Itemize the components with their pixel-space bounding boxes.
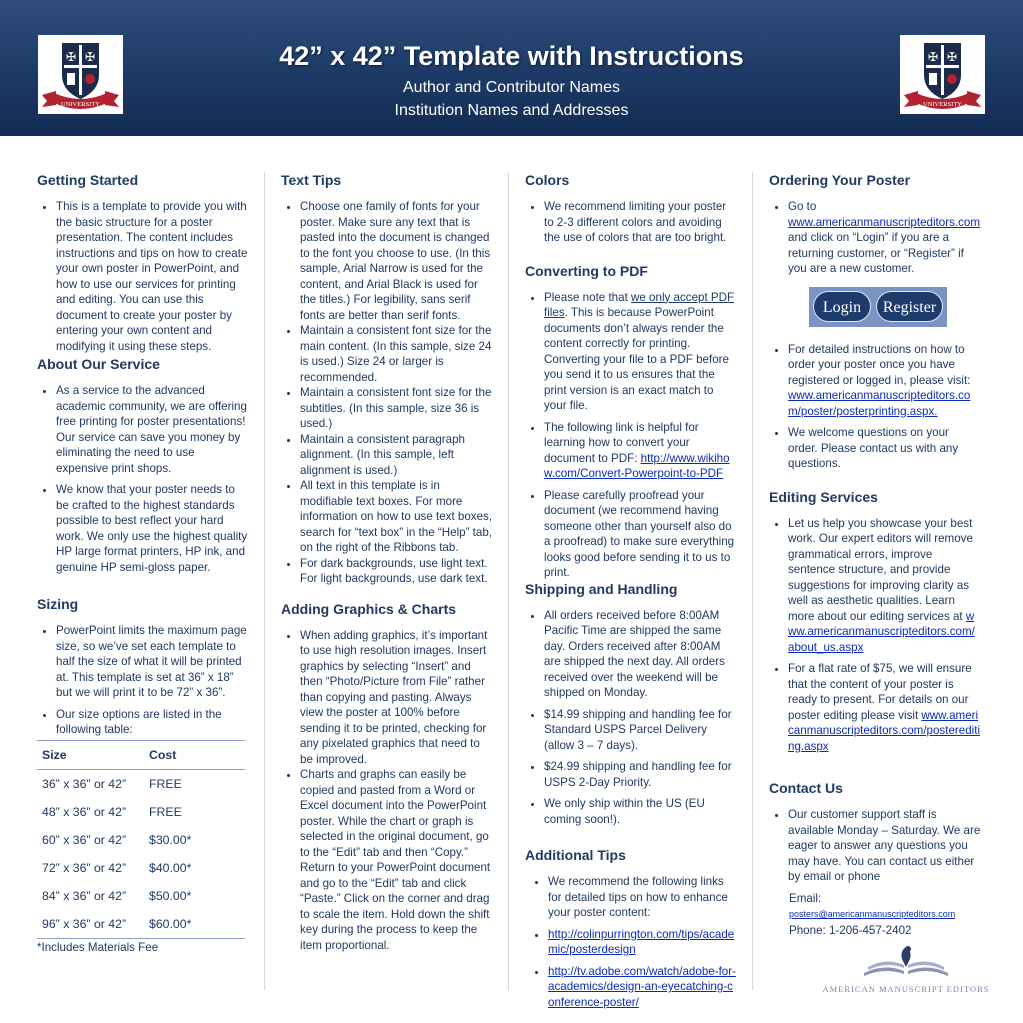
heading-graphics-charts: Adding Graphics & Charts: [281, 600, 457, 617]
editing-list: [769, 516, 981, 755]
text: The following link is helpful for learning how to convert your document to PDF:: [544, 420, 699, 465]
ordering-list-2: [769, 342, 981, 472]
list-item: • Please carefully proofread your document (we recommend having someone other than yourself also do a proofread) to make sure everything looks good before sending it to us to print.: [544, 488, 737, 581]
list-item: • Maintain a consistent font size for the subtitles. (In this sample, size 36 is used.): [300, 385, 493, 432]
cost-cell: $30.00*: [149, 832, 192, 847]
cost-cell: FREE: [149, 776, 182, 791]
svg-text:UNIVERSITY: UNIVERSITY: [61, 101, 100, 108]
size-cell: 48” x 36” or 42”: [42, 804, 127, 819]
text: and click on “Login” if you are a returning customer, or “Register” if you are a new customer.: [788, 231, 964, 275]
shipping-list: [525, 608, 737, 828]
ame-brand-logo: [820, 943, 992, 994]
list-item: [788, 516, 981, 656]
list-item: • Our size options are listed in the following table:: [56, 707, 249, 738]
list-item: • As a service to the advanced academic community, we are offering free printing for poster presentations! Our service can save you money by eliminating the need to use expensive print shops.: [56, 383, 249, 476]
size-cost-table: [37, 740, 245, 939]
table-row: [37, 854, 245, 882]
list-item: • When adding graphics, it’s important to use high resolution images. Insert graphics by selecting “Insert” and then “Photo/Picture from File” rather than copying and pasting. Always view the poster at 100% before sending it to be printed, checking for any pixelated graphics that need to be improved.: [300, 628, 493, 768]
list-item: • All text in this template is in modifiable text boxes. For more information on how to use text boxes, search for “text box” in the “Help” tab, on the right of the Ribbons tab.: [300, 478, 493, 556]
website-link[interactable]: www.americanmanuscripteditors.com: [788, 215, 981, 229]
list-item: • We know that your poster needs to be crafted to the highest standards possible to best reflect your hard work. We only use the highest quality HP large format printers, HP ink, and genuine HP semi-gloss paper.: [56, 482, 249, 575]
getting-started-list: [37, 199, 249, 354]
column-4: [769, 172, 981, 938]
table-row: [37, 769, 245, 798]
text: Let us help you showcase your best work. Our expert editors will remove grammatical errors, improve sentence structure, and provide suggestions for improving clarity as well as aesthetic qualities. Learn more about our editing services at: [788, 516, 973, 623]
heading-about-service: About Our Service: [37, 356, 160, 372]
sizing-list: [37, 623, 249, 738]
email-link[interactable]: posters@americanmanuscripteditors.com: [789, 909, 956, 919]
list-item: [788, 199, 981, 277]
heading-text-tips: Text Tips: [281, 172, 342, 188]
list-item: [548, 927, 737, 958]
login-register-graphic: [809, 287, 947, 327]
cost-cell: $50.00*: [149, 888, 192, 903]
contact-email: [789, 891, 981, 923]
institution-names: Institution Names and Addresses: [394, 102, 629, 119]
list-item: • PowerPoint limits the maximum page size, so we’ve set each template to half the size of what it will be printed at. This template is set at 36” x 18” but we will print it to be 72” x 36”.: [56, 623, 249, 701]
graphics-list: [281, 628, 493, 954]
book-eagle-icon: [820, 943, 992, 977]
list-item: • Maintain a consistent paragraph alignment. (In this sample, left alignment is used.): [300, 432, 493, 479]
column-divider: [752, 172, 753, 990]
list-item: [544, 420, 737, 482]
list-item: • We welcome questions on your order. Please contact us with any questions.: [788, 425, 981, 472]
list-item: • We recommend the following links for detailed tips on how to enhance your poster content:: [548, 874, 737, 921]
column-2: [281, 172, 493, 953]
list-item: [548, 964, 737, 1011]
svg-text:✠: ✠: [65, 50, 77, 64]
purrington-link[interactable]: http://colinpurrington.com/tips/academic/posterdesign: [548, 927, 735, 956]
register-button[interactable]: Register: [876, 291, 943, 322]
about-list: [37, 383, 249, 575]
poster-header: [0, 0, 1023, 136]
cost-cell: FREE: [149, 804, 182, 819]
colors-list: [525, 199, 737, 246]
column-divider: [264, 172, 265, 990]
brand-name: AMERICAN MANUSCRIPT EDITORS: [822, 984, 990, 994]
heading-colors: Colors: [525, 172, 570, 188]
text: Go to: [788, 200, 817, 213]
list-item: [788, 661, 981, 754]
author-names: Author and Contributor Names: [403, 79, 620, 96]
email-label: Email:: [789, 891, 822, 905]
heading-contact-us: Contact Us: [769, 780, 843, 796]
list-item: [788, 342, 981, 420]
cost-cell: $40.00*: [149, 860, 192, 875]
list-item: [544, 290, 737, 414]
text: . This is because PowerPoint documents don’t always render the content correctly for printing. Converting your file to a PDF before you send it to us ensures that the print version is an exact match to your file.: [544, 306, 729, 412]
contact-list: [769, 807, 981, 885]
heading-getting-started: Getting Started: [37, 172, 139, 188]
column-header-cost: Cost: [149, 747, 177, 762]
text-tips-list: [281, 199, 493, 587]
list-item: • Our customer support staff is available Monday – Saturday. We are eager to answer any questions you may have. You can contact us either by email or phone: [788, 807, 981, 885]
size-cell: 84” x 36” or 42”: [42, 888, 127, 903]
heading-converting-pdf: Converting to PDF: [525, 262, 648, 279]
table-row: [37, 882, 245, 910]
additional-list: [525, 874, 737, 1010]
size-cell: 72” x 36” or 42”: [42, 860, 127, 875]
list-item: • All orders received before 8:00AM Pacific Time are shipped the same day. Orders received after 8:00AM are shipped the next day. All orders received over the weekend will be shipped on Monday.: [544, 608, 737, 701]
column-3: [525, 172, 737, 1010]
heading-editing-services: Editing Services: [769, 488, 878, 505]
list-item: • $24.99 shipping and handling fee for USPS 2-Day Priority.: [544, 759, 737, 790]
heading-ordering: Ordering Your Poster: [769, 172, 911, 188]
heading-sizing: Sizing: [37, 596, 79, 612]
size-cell: 60” x 36” or 42”: [42, 832, 127, 847]
list-item: • We only ship within the US (EU coming soon!).: [544, 796, 737, 827]
table-footnote: *Includes Materials Fee: [37, 940, 159, 954]
contact-phone: Phone: 1-206-457-2402: [789, 923, 912, 937]
list-item: • For dark backgrounds, use light text. For light backgrounds, use dark text.: [300, 556, 493, 587]
list-item: • Maintain a consistent font size for the main content. (In this sample, size 24 is used.) Size 24 or larger is recommended.: [300, 323, 493, 385]
adobe-link[interactable]: http://tv.adobe.com/watch/adobe-for-academics/design-an-eyecatching-conference-poster/: [548, 964, 736, 1009]
list-item: • We recommend limiting your poster to 2-3 different colors and avoiding the use of colors that are too bright.: [544, 199, 737, 246]
login-button[interactable]: Login: [813, 291, 871, 322]
text: For detailed instructions on how to order your poster once you have registered or logged in, please visit:: [788, 342, 971, 387]
table-row: [37, 826, 245, 854]
table-row: [37, 798, 245, 826]
poster-printing-link[interactable]: www.americanmanuscripteditors.com/poster/posterprinting.aspx.: [788, 389, 971, 418]
text: For a flat rate of $75, we will ensure that the content of your poster is ready to present. For details on our poster editing please visit: [788, 662, 972, 722]
list-item: • $14.99 shipping and handling fee for Standard USPS Parcel Delivery (allow 3 – 7 days).: [544, 707, 737, 754]
svg-text:✠: ✠: [84, 50, 96, 64]
pdf-list: [525, 290, 737, 581]
size-cell: 96” x 36” or 42”: [42, 916, 127, 931]
list-item: • Charts and graphs can easily be copied and pasted from a Word or Excel document into the PowerPoint poster. While the chart or graph is selected in the original document, go to the “Edit” tab and then “Copy.” Return to your PowerPoint document and go to the “Edit” tab and click “Paste.” Click on the corner and drag to scale the item. Hold down the shift key during the process to keep the item proportional.: [300, 767, 493, 953]
svg-text:✠: ✠: [927, 50, 939, 64]
svg-text:UNIVERSITY: UNIVERSITY: [923, 101, 962, 108]
list-item: • Choose one family of fonts for your poster. Make sure any text that is pasted into the document is changed to the font you choose to use. (In this sample, Arial Narrow is used for the content, and Arial Black is used for the titles.) For legibility, sans serif fonts are better than serif fonts.: [300, 199, 493, 323]
wikihow-link[interactable]: http://www.wikihow.com/Convert-Powerpoint-to-PDF: [544, 451, 730, 480]
column-divider: [508, 172, 509, 990]
about-us-link[interactable]: www.americanmanuscripteditors.com/about_us.aspx: [788, 609, 975, 654]
heading-shipping: Shipping and Handling: [525, 580, 678, 597]
table-header-row: [37, 740, 245, 769]
poster-title: 42” x 42” Template with Instructions: [279, 41, 744, 71]
table-row: [37, 910, 245, 939]
poster-editing-link[interactable]: www.americanmanuscripteditors.com/posterediting.aspx: [788, 708, 981, 753]
list-item: • This is a template to provide you with the basic structure for a poster presentation. The content includes instructions and tips on how to create your own poster in PowerPoint, and how to use our services for printing and editing. You can use this document to create your poster by entering your own content and modifying it using these steps.: [56, 199, 249, 354]
column-1: [37, 172, 249, 955]
heading-additional-tips: Additional Tips: [525, 847, 626, 863]
emphasis-text: we only accept PDF files: [544, 290, 735, 319]
column-header-size: Size: [42, 747, 67, 762]
text: Please note that: [544, 290, 632, 304]
svg-text:✠: ✠: [946, 50, 958, 64]
ordering-list: [769, 199, 981, 277]
cost-cell: $60.00*: [149, 916, 192, 931]
size-cell: 36” x 36” or 42”: [42, 776, 127, 791]
